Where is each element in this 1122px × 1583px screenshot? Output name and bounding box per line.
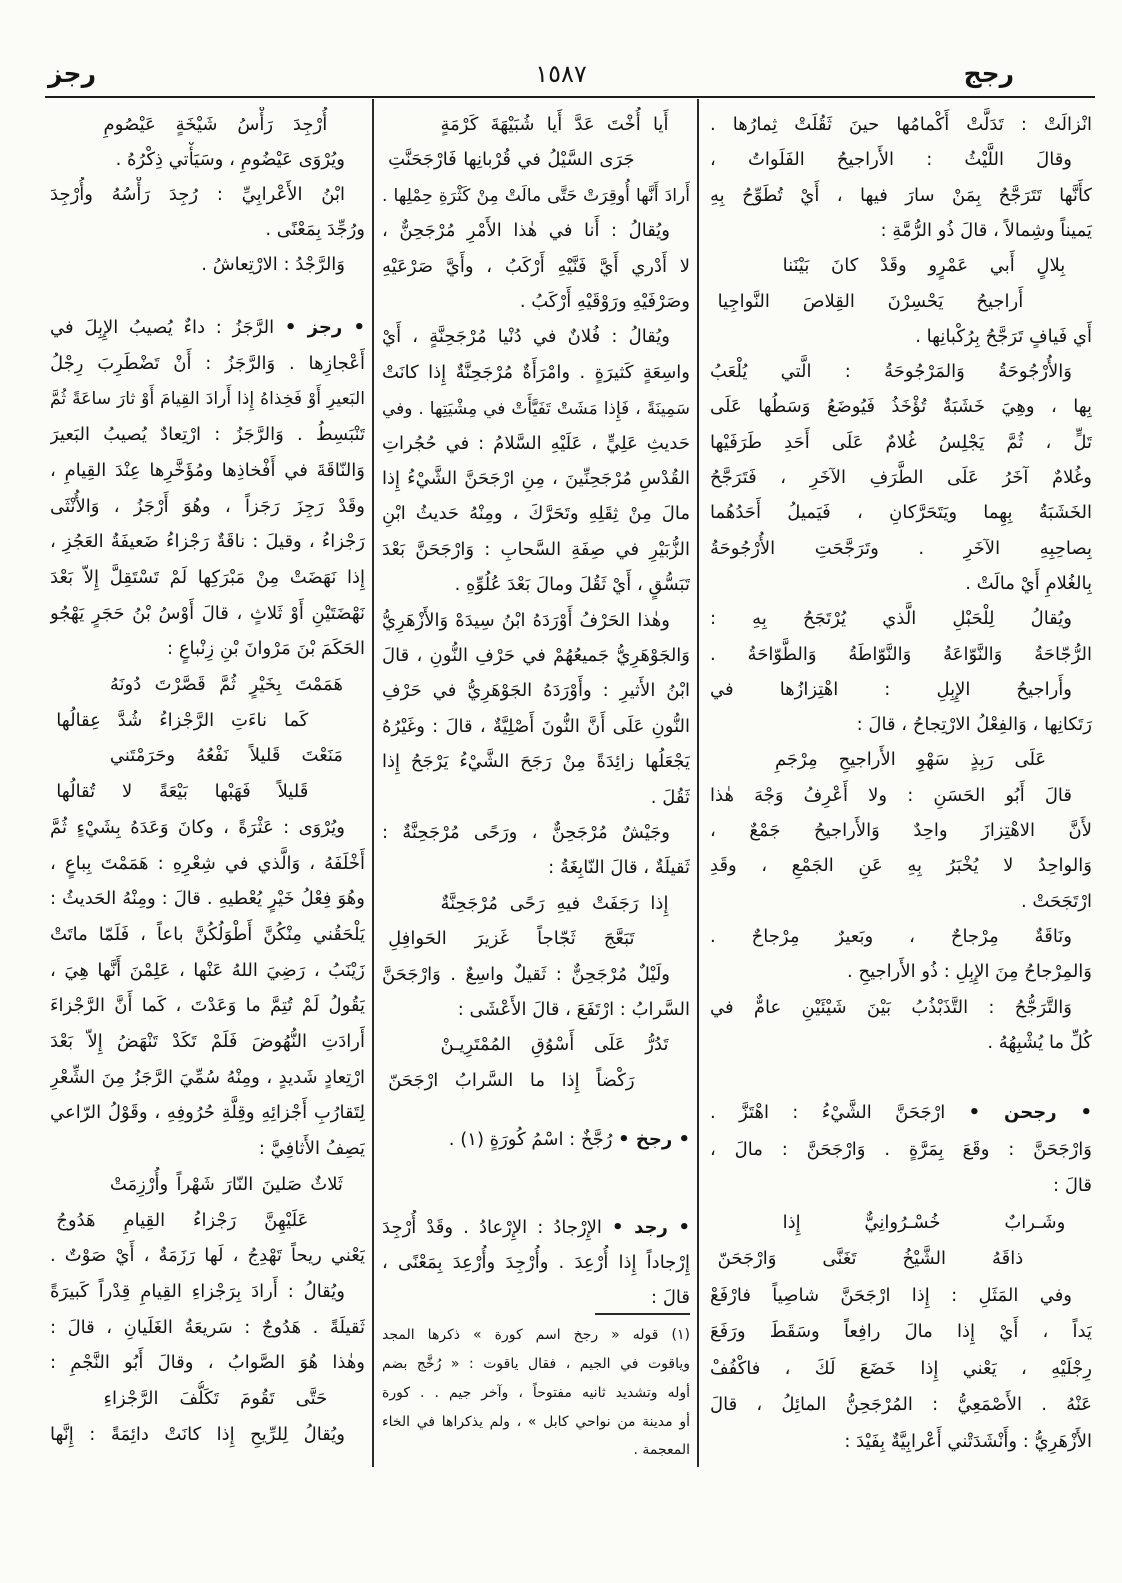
line-text: وهُوَ فِعْلُ خَيْرٍ يُعْطيهِ . قالَ : ومِنْهُ الحَديثُ : (50, 888, 365, 910)
line-text: عَلَى رَبِذٍ سَهْوِ الأَراجيحِ مِرْجَمِ (774, 749, 1047, 771)
right-column-line (710, 495, 1092, 531)
footnote-line: (١) قوله « رجخ اسم كورة » ذكرها المجد (382, 1327, 690, 1343)
line-text: انْزالَتْ : تَدَلَّتْ أَكْمامُها حينَ ثَقُلَتْ ثِمارُها . (710, 114, 1092, 135)
left-column-line (50, 1095, 365, 1131)
middle-column-line (382, 355, 690, 391)
middle-column-line (382, 1245, 690, 1281)
line-text: ابْنُ الأَثيرِ : وأَوْرَدَهُ الجَوْهَرِيُّ في حَرْفِ (382, 680, 690, 702)
right-column-line (710, 248, 1092, 284)
line-text: رَكْضاً إِذا ما السَّرابُ ارْجَحَنّ (388, 1069, 635, 1091)
line-text: لأَنَّ الاهْتِزازَ واحِدٌ وَالأَراجيحُ جَمْعٌ ، (710, 820, 1092, 841)
line-text: الأَزْهَرِيُّ : وأَنْشَدَتْني أَعْرابِيَّةٌ بِفَيْدَ : (844, 1430, 1092, 1452)
middle-column-line (382, 142, 690, 178)
line-text: الزُّبَيْرِ في صِفَةِ السَّحابِ : وَارْجَحَنَّ بَعْدَ (382, 538, 690, 560)
middle-column-line (382, 603, 690, 639)
middle-column-line (382, 319, 690, 355)
line-text: وقالَ اللَّيْثُ : الأَراجيحُ الفَلَواتُ ، (710, 149, 1072, 171)
left-column-line (50, 1310, 365, 1346)
line-text: وَالمِرْجاحُ مِنَ الإِبِلِ : ذُو الأَراجيحِ . (847, 961, 1092, 983)
line-text: ولَيْلٌ مُرْجَحِنٌّ : ثَقيلٌ واسِعٌ . وَارْجَحَنَّ (382, 963, 670, 985)
line-text: ويُقالُ لِلْحَبْلِ الَّذي يُرْتَجَحُ بِهِ : (710, 608, 1072, 630)
line-text: لِتَقارُبِ أَجْزائِهِ وقِلَّةِ حُرُوفِهِ ، وقَوْلُ الرّاعي (50, 1102, 365, 1124)
right-column-line (710, 919, 1092, 955)
line-text: رُجَّخٌ : اسْمُ كُورَةٍ (١) . (448, 1129, 613, 1150)
footnote-line: أو مدينة من نواحي كابل » ، ولم يذكراها في الخاء (382, 1414, 690, 1430)
right-column-line (710, 425, 1092, 461)
right-column-line (710, 637, 1092, 673)
right-column-line (710, 954, 1092, 990)
left-column (50, 0, 365, 1583)
left-column-line (50, 107, 365, 143)
line-text: وجَيْشٌ مُرْجَحِنٌّ ، ورَحًى مُرْجَحِنَّةٌ : (382, 822, 670, 843)
line-text: وَالرَّجْدُ : الارْتِعاشُ . (201, 254, 345, 275)
middle-column-line (382, 886, 690, 922)
left-column-line (50, 453, 365, 489)
left-column-line (50, 177, 365, 213)
middle-column-line (382, 1210, 690, 1246)
left-column-line (50, 524, 365, 560)
left-column-line (50, 631, 365, 667)
line-text: وقَدْ رَجِزَ رَجَزاً ، وهُوَ أَرْجَزُ ، وَالأُنْثَى (50, 495, 365, 517)
right-column-line (710, 354, 1092, 390)
left-column-line (50, 1417, 365, 1453)
line-text: أُرْجِدَ رَأْسُ شَيْخَةٍ عَيْصُومِ (103, 114, 328, 135)
line-text: ورُجِّدَ بِمَعْنًى . (265, 219, 365, 240)
line-text: حَديثِ عَلِيٍّ ، عَلَيْهِ السَّلامُ : في حُجُراتِ (382, 432, 690, 454)
right-column-line (710, 1025, 1092, 1061)
left-column-line (50, 810, 365, 846)
line-text: رَجْزاءُ ، وقيلَ : ناقَةٌ رَجْزاءُ ضَعيفَةُ العَجُزِ ، (50, 531, 365, 553)
left-column-line (50, 881, 365, 917)
line-text: ابْنُ الأَعْرابِيِّ : رُجِدَ رَأْسُهُ وأُرْجِدَ (50, 184, 345, 205)
left-column-line (50, 1381, 365, 1417)
middle-column-line (382, 992, 690, 1028)
line-text: ويُقالُ لِلرِّيحِ إِذا كانَتْ دائِمَةً : إِنَّها (50, 1423, 345, 1445)
entry-headword: • رجد • (612, 1217, 690, 1238)
line-text: ذاقَهُ الشَّيْخُ تَغَنَّى وَارْجَحَنّ (717, 1248, 1024, 1270)
middle-column-line (382, 461, 690, 497)
line-text: الحَكَمَ بْنَ مَرْوانَ بْنِ زِنْباعٍ : (167, 638, 365, 660)
right-column-line (710, 178, 1092, 214)
left-column-line (50, 738, 365, 774)
middle-column (382, 0, 690, 1583)
line-text: ثَقيلَةً . هَدُوجٌ : سَريعَةُ الغَلَيانِ ، قالَ : (50, 1316, 365, 1338)
line-text: يَجْعَلُها زائِدَةً مِنْ رَجَحَ الشَّيْءُ يَرْجَحُ إِذا (382, 751, 690, 773)
line-text: النُّونِ عَلَى أَنَّ النُّونَ أَصْلِيَّةٌ ، قالَ : وغَيْرُهُ (382, 715, 690, 737)
line-text: ارْتَجَحَتْ . (1020, 890, 1092, 912)
right-column-line (710, 1168, 1092, 1204)
right-column-line (710, 284, 1092, 320)
right-column-line (710, 990, 1092, 1026)
middle-column-line (382, 567, 690, 603)
line-text: أَي فَيافٍ تَرَجَّحُ بِرُكْبانِها . (915, 325, 1092, 347)
line-text: بِلالٍ أَبي عَمْرٍو وقَدْ كانَ بَيْنَنا (782, 255, 1066, 277)
left-column-line (50, 381, 365, 417)
line-text: وهٰذا الحَرْفُ أَوْرَدَهُ ابْنُ سِيدَهْ وَالأَزْهَرِيُّ (382, 609, 670, 631)
left-column-line (50, 1167, 365, 1203)
line-text: أَخْلَفَهُ ، وَالَّذي في شِعْرِهِ : هَمَمْتَ بِباعٍ ، (50, 852, 365, 874)
line-text: ونَاقَةٌ مِرْجاحٌ ، وبَعيرٌ مِرْجاحٌ . (710, 925, 1072, 947)
right-column-line (710, 389, 1092, 425)
line-text: ويُقالُ : فُلانٌ في دُنْيا مُرْجَحِنَّةٍ ، أَيْ (382, 326, 670, 348)
right-column-line (710, 460, 1092, 496)
middle-column-line (382, 178, 690, 214)
left-column-line (50, 596, 365, 632)
line-text: قالَ : (1053, 1175, 1092, 1197)
left-column-line (50, 247, 365, 283)
middle-column-line (382, 532, 690, 568)
right-column-line (710, 1205, 1092, 1241)
left-column-line (50, 774, 365, 810)
line-text: ثَلاثٌ صَلينَ النّارَ شَهْراً وأُرْزِمَتْ (109, 1173, 343, 1195)
left-column-line (50, 417, 365, 453)
middle-column-line (382, 249, 690, 285)
line-text: أَراجيحُ يَحْسِرْنَ القِلاصَ النَّواجِيا (717, 290, 1024, 312)
line-text: كَما ناءَتِ الرَّجْزاءُ شُدَّ عِقالُها (56, 709, 309, 731)
line-text: لا أَدْري أَيَّ فَنَّيْهِ أَرْكَبُ ، وأَيَّ صَرْعَيْهِ (382, 255, 690, 277)
line-text: كُلِّ ما يُشْبِهُهُ . (987, 1031, 1092, 1053)
right-column-line (710, 742, 1092, 778)
line-text: ويُقالُ : أَنا في هٰذا الأَمْرِ مُرْجَحِنٌّ ، (382, 220, 670, 242)
left-column-line (50, 1024, 365, 1060)
line-text: رِجْلَيْهِ ، يَعْني إِذا خَضَعَ لَكَ ، فاكْفُفْ (710, 1357, 1092, 1379)
right-column-line (710, 1132, 1092, 1168)
right-column-line (710, 107, 1092, 143)
line-text: تَبَعَّجَ ثَجّاجاً غَزيرَ الحَوافِلِ (388, 928, 635, 950)
right-column-line (710, 672, 1092, 708)
line-text: يَصِفُ الأَثافِيَّ : (258, 1138, 365, 1160)
line-text: وفي المَثَلِ : إِذا ارْجَحَنَّ شاصِياً فارْفَعْ (710, 1284, 1072, 1306)
line-text: وَالأُرْجُوحَةُ وَالمَرْجُوحَةُ : الَّتي يُلْعَبُ (710, 361, 1072, 383)
line-text: يَداً ، أَيْ إِذا مالَ رافِعاً وسَقَطَ ورَفَعَ (710, 1321, 1092, 1343)
right-column-line (710, 213, 1092, 249)
left-column-line (50, 1274, 365, 1310)
right-column-line (710, 707, 1092, 743)
line-text: السَّرابُ : ارْتَفَعَ ، قالَ الأَعْشَى : (457, 999, 690, 1020)
line-text: ثَقُلَ . (650, 786, 690, 808)
middle-column-line (382, 780, 690, 816)
line-text: يَقُولُ لَمْ تُتِمَّ ما وَعَدْتَ ، كَما أَنَّ الرَّجْزاءَ (50, 995, 365, 1017)
entry-headword: • رجز • (284, 317, 365, 338)
middle-column-line (382, 815, 690, 851)
right-column-line (710, 1387, 1092, 1423)
line-text: الإِرْجادُ : الإِرْعادُ . وقَدْ أُرْجِدَ (382, 1217, 602, 1238)
line-text: وَالتَّرَجُّحُ : التَّذَبْذُبُ بَيْنَ شَيْئَيْنِ عامٌّ في (710, 996, 1072, 1018)
line-text: يَعْني ريحاً تَهْدِجُ ، لَها رَزَمَةٌ ، أَيْ صَوْتٌ . (50, 1245, 365, 1267)
entry-headword: • رجحن • (968, 1102, 1092, 1123)
column-divider (697, 99, 699, 1467)
line-text: رَتَكانِها ، وَالفِعْلُ الارْتِجاحُ ، قالَ : (856, 714, 1092, 736)
middle-column-line (382, 709, 690, 745)
middle-column-line (382, 1027, 690, 1063)
line-text: وغُلامٌ آخَرُ عَلَى الطَّرَفِ الآخَرِ ، فَتَرَجَّحُ (710, 467, 1092, 488)
line-text: البَعيرِ أَوْ فَخِذاهُ إِذا أَرادَ القِيامَ أَوْ ثارَ ساعَةً ثُمَّ (50, 389, 365, 410)
line-text: ويُقالُ : أَرادَ بِرَجْزاءِ القِيامِ قِدْراً كَبيرَةً (50, 1280, 345, 1302)
line-text: زَيْنَبُ ، رَضِيَ اللهُ عَنْها ، عَلِمْنَ أَنَّها هِيَ ، (50, 959, 365, 981)
middle-column-line (382, 284, 690, 320)
right-column-line (710, 1314, 1092, 1350)
line-text: أَعْجازِها . وَالرَّجَزُ : أَنْ تَضْطَرِبَ رِجْلُ (50, 352, 365, 374)
line-text: بِالغُلامِ أَيْ مالَتْ . (965, 572, 1092, 594)
line-text: الرَّجَزُ : داءٌ يُصيبُ الإِبِلَ في (50, 317, 275, 338)
page-number: ١٥٨٧ (535, 60, 587, 88)
left-column-line (50, 667, 365, 703)
left-column-line (50, 346, 365, 382)
line-text: وصَرْفَيْهِ ورَوْقَيْهِ أَرْكَبُ . (519, 291, 690, 312)
line-text: ثَقيلَةٌ ، قالَ النّابِغَةُ : (548, 857, 690, 879)
line-text: أَرادَتِ النُّهُوضَ فَلَمْ تَكَدْ تَنْهَضُ إِلاّ بَعْدَ (50, 1031, 365, 1052)
left-column-line (50, 489, 365, 525)
running-head-left: رجز (48, 59, 96, 88)
line-text: وهٰذا هُوَ الصَّوابُ ، وقالَ أَبُو النَّجْمِ : (50, 1352, 365, 1374)
left-column-line (50, 988, 365, 1024)
right-column-line (710, 531, 1092, 567)
middle-column-line (382, 107, 690, 143)
middle-column-line (382, 921, 690, 957)
right-column-line (710, 778, 1092, 814)
right-column-line (710, 601, 1092, 637)
line-text: وأَراجيحُ الإِبِلِ : اهْتِزازُها في (710, 678, 1072, 700)
line-text: ارْجَحَنَّ الشَّيْءُ : اهْتَزَّ . (710, 1102, 946, 1123)
line-text: ويُرْوَى عَيْضُومِ ، وسَيَأْتي ذِكْرُهُ . (115, 149, 345, 170)
middle-column-line (382, 638, 690, 674)
column-divider (372, 99, 374, 1467)
line-text: الخَشَبَةُ بِهِما ويَتَحَرَّكانِ ، فَيَميلُ أَحَدُهُما (710, 502, 1092, 524)
right-column-line (710, 813, 1092, 849)
line-text: بِها ، وهِيَ خَشَبَةٌ تُؤْخَذُ فَيُوضَعُ وَسَطُها عَلَى (710, 396, 1092, 418)
right-column-line (710, 848, 1092, 884)
left-column-line (50, 142, 365, 178)
right-column-line (710, 884, 1092, 920)
line-text: القُدْسِ مُرْجَحِنِّينَ ، مِنِ ارْجَحَنَّ الشَّيْءُ إِذا (382, 468, 690, 489)
middle-column-line (382, 744, 690, 780)
line-text: عَنْهُ . الأَصْمَعِيُّ : المُرْجَحِنُّ المائِلُ ، قالَ (710, 1394, 1092, 1416)
line-text: وَالنّاقَةَ في أَفْخاذِها ومُؤَخَّرِها عِنْدَ القِيامِ ، (50, 459, 365, 481)
line-text: قَليلاً فَهَبْها بَيْعَةً لا تُقالُها (56, 781, 309, 803)
right-column-line (710, 1278, 1092, 1314)
right-column (710, 0, 1092, 1583)
line-text: عَلَيْهِنَّ رَجْزاءُ القِيامِ هَدُوجُ (56, 1209, 309, 1231)
line-text: نَهْضَتَيْنِ أَوْ ثَلاثٍ ، قالَ أَوْسُ بْنُ حَجَرٍ يَهْجُو (50, 602, 365, 624)
right-column-line (710, 566, 1092, 602)
left-column-line (50, 1060, 365, 1096)
line-text: يَميناً وشِمالاً ، قالَ ذُو الرُّمَّةِ : (880, 219, 1092, 241)
footnote-line: وياقوت في الجيم ، فقال ياقوت : « رُخَّج بضم (382, 1356, 690, 1372)
line-text: وَالجَوْهَرِيُّ جَميعُهُمْ في حَرْفِ النُّونِ ، قالَ (382, 645, 690, 666)
middle-column-line (382, 496, 690, 532)
middle-column-line (382, 390, 690, 426)
middle-column-line (382, 957, 690, 993)
line-text: حَتَّى تَقُومَ تَكَلُّفَ الرَّجْزاءِ (103, 1388, 328, 1409)
entry-headword: • رجخ • (618, 1129, 690, 1150)
line-text: إِذا رَجَفَتْ فيهِ رَحًى مُرْجَحِنَّةٌ (440, 892, 669, 914)
middle-column-line (382, 426, 690, 462)
line-text: واسِعَةٍ كَثيرَةٍ . وامْرَأَةٌ مُرْجَحِنَّةٌ إِذا كانَتْ (382, 361, 690, 383)
left-column-line (50, 1345, 365, 1381)
line-text: جَرَى السَّيْلُ في قُرْبانِها فَارْجَحَنَّتِ (388, 149, 635, 171)
right-column-line (710, 1351, 1092, 1387)
line-text: كأَنَّها تَتَرَجَّحُ بِمَنْ سارَ فيها ، أَيْ تُطَوِّحُ بِهِ (710, 184, 1092, 206)
middle-column-line (382, 1122, 690, 1158)
right-column-line (710, 1241, 1092, 1277)
middle-column-line (382, 213, 690, 249)
middle-column-line (382, 1280, 690, 1316)
line-text: وشَـرابٌ خُسْـرُوانِيٌّ إِذا (782, 1211, 1066, 1233)
line-text: بِصاحِبِهِ الآخَرِ . وتَرَجَّحَتِ الأُرْجُوحَةُ (710, 537, 1092, 559)
line-text: تَبَسُّقٍ ، أَيْ ثَقُلَ ومالَ بَعْدَ عُلُوِّهِ . (454, 574, 690, 596)
left-column-line (50, 310, 365, 346)
footnote-line: أوله وتشديد ثانيه مفتوحاً ، وآخر جيم . . كورة (382, 1385, 690, 1401)
middle-column-line (382, 1063, 690, 1099)
left-column-line (50, 212, 365, 248)
right-column-line (710, 1095, 1092, 1131)
line-text: تَلٍّ ، ثُمَّ يَجْلِسُ غُلامٌ عَلَى أَحَدِ طَرَفَيْها (710, 431, 1092, 453)
line-text: ارْتِعادٍ شَديدٍ ، ومِنْهُ سُمِّيَ الرَّجَزُ مِنَ الشِّعْرِ (50, 1066, 365, 1088)
left-column-line (50, 953, 365, 989)
line-text: ويُرْوَى : عَثْرَةً ، وكانَ وَعَدَهُ بِشَيْءٍ ثُمَّ (50, 816, 345, 838)
left-column-line (50, 1131, 365, 1167)
middle-column-line (382, 850, 690, 886)
line-text: يَلْحَقُني مِنْكُنَّ أَطْوَلُكُنَّ باعاً ، فَلَمّا ماتَتْ (50, 923, 365, 945)
right-column-line (710, 1424, 1092, 1460)
running-head-right: رجج (963, 59, 1014, 88)
left-column-line (50, 1203, 365, 1239)
left-column-line (50, 917, 365, 953)
line-text: مالَ مِنْ ثِقَلِهِ وتَحَرَّكَ ، ومِنْهُ حَديثُ ابْنِ (382, 503, 690, 525)
middle-column-line (382, 673, 690, 709)
line-text: تَدُرُّ عَلَى أَسْوُقِ المُمْتَرِيـنْ (440, 1034, 669, 1056)
left-column-line (50, 1238, 365, 1274)
line-text: إِرْجاداً إِذا أُرْعِدَ . وأُرْجِدَ وأُرْعِدَ بِمَعْنًى ، (382, 1252, 690, 1273)
left-column-line (50, 560, 365, 596)
line-text: الرُّجّاحَةُ وَالنَّوّاعَةُ وَالنَّوّاطَةُ وَالطَّوّاحَةُ . (710, 643, 1092, 665)
line-text: قالَ : (651, 1287, 690, 1308)
left-column-line (50, 846, 365, 882)
line-text: أَرادَ أَنَّها أُوقِرَتْ حَتَّى مالَتْ مِنْ كَثْرَةِ حِمْلِها . (382, 185, 690, 206)
line-text: إِذا نَهَضَتْ مِنْ مَبْرَكِها لَمْ تَسْتَقِلَّ إِلاّ بَعْدَ (50, 566, 365, 588)
line-text: قالَ أَبُو الحَسَنِ : ولا أَعْرِفُ وَجْهَ هٰذا (710, 784, 1072, 806)
line-text: أَيا أُخْتَ عَدَّ أَيا شُبَيْهَةَ كَرْمَةٍ (440, 114, 669, 135)
line-text: هَمَمْتَ بِخَيْرٍ ثُمَّ قَصَّرْتَ دُونَهُ (109, 674, 343, 695)
line-text: سَمِينَةً ، فَإِذا مَشَتْ تَفَيَّأَتْ في مِشْيَتِها . وفي (382, 398, 690, 419)
footnote-line: المعجمة . (633, 1442, 690, 1458)
line-text: وَارْجَحَنَّ : وقَعَ بِمَرَّةٍ . وَارْجَحَنَّ : مالَ ، (710, 1138, 1092, 1160)
line-text: وَالواحِدُ لا يُخْبَرُ بِهِ عَنِ الجَمْعِ ، وقَدِ (710, 855, 1092, 877)
left-column-line (50, 703, 365, 739)
line-text: مَنَعْتَ قَليلاً نَفْعُهُ وحَرَمْتَني (109, 745, 343, 767)
right-column-line (710, 142, 1092, 178)
right-column-line (710, 319, 1092, 355)
line-text: تَنْبَسِطُ . وَالرَّجَزُ : ارْتِعادٌ يُصيبُ البَعيرَ (50, 424, 365, 446)
